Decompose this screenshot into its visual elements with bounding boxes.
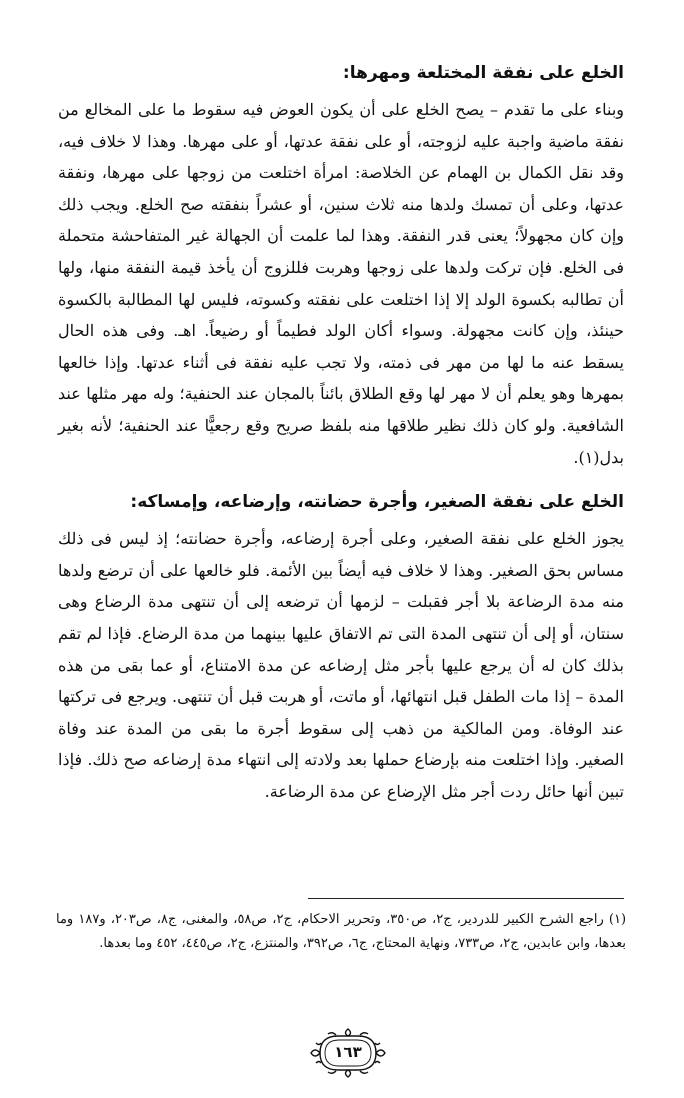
section-paragraph-khul-saghir: يجوز الخلع على نفقة الصغير، وعلى أجرة إرضاعه، وأجرة حضانته؛ إذ ليس فى ذلك مساس بحق الصغير. وهذا لا خلاف فيه أيضاً بين الأئمة. فلو خالعها على أن ترضع ولدها منه مدة الرضاعة بلا أجر فقبلت – لزمها أن ترضعه إلى أن تنتهى مدة الرضاع وهى سنتان، أو إلى أن تنتهى المدة التى تم الاتفاق عليها بينهما من مدة الرضاع. فإذا لم تقم بذلك كان له أن يرجع عليها بأجر مثل إرضاعه عن مدة الامتناع، أو عما بقى من هذه المدة – إذا مات الطفل قبل انتهائها، أو ماتت، أو هربت قبل أن تنتهى. ويرجع فى تركتها عند الوفاة. ومن المالكية من ذهب إلى سقوط أجرة ما بقى من المدة عند وفاة الصغير. وإذا اختلعت منه بإرضاع حملها بعد ولادته إلى انتهاء مدة إرضاعه صح ذلك. فإذا تبين أنها حائل ردت أجر مثل الإرضاع عن مدة الرضاعة. (58, 529, 625, 801)
section-heading-khul-saghir: الخلع على نفقة الصغير، وأجرة حضانته، وإرضاعه، وإمساكه: (130, 492, 624, 513)
section-heading-khul-nafaqa: الخلع على نفقة المختلعة ومهرها: (342, 63, 624, 83)
footnote-divider (308, 898, 624, 899)
page-number-badge (308, 1028, 388, 1078)
page-number: ١٦٣ (334, 1043, 362, 1061)
page-body (58, 60, 624, 807)
footnote-1: (١) راجع الشرح الكبير للدردير، ج٢، ص٣٥٠، وتحرير الاحكام، ج٢، ص٥٨، والمغنى، ج٨، ص٢٠٣، و١٨٧ وما بعدها، وابن عابدين، ج٢، ص٧٣٣، ونهاية المحتاج، ج٦، ص٣٩٢، والمنتزع، ج٢، ص٤٤٥، ٤٥٢ وما بعدها. (56, 912, 627, 951)
section-paragraph-khul-nafaqa: وبناء على ما تقدم – يصح الخلع على أن يكون العوض فيه سقوط ما على المخالع من نفقة ماضية واجبة عليه لزوجته، أو على نفقة عدتها، أو على مهرها. وهذا لا خلاف فيه، وقد نقل الكمال بن الهمام عن الخلاصة: امرأة اختلعت من زوجها على مهرها، ونفقة عدتها، وعلى أن تمسك ولدها منه ثلاث سنين، أو عشراً بنفقته صح الخلع. ويجب ذلك وإن كان مجهولاً؛ يعنى قدر النفقة. وهذا لما علمت أن الجهالة غير المتفاحشة متحملة فى الخلع. فإن تركت ولدها على زوجها وهربت فللزوج أن يأخذ قيمة النفقة منها، ولها أن تطالبه بكسوة الولد إلا إذا اختلعت على نفقته وكسوته، فليس لها المطالبة بالكسوة حينئذ، وإن كانت مجهولة. وسواء أكان الولد فطيماً أو رضيعاً. اهـ. وفى هذه الحال يسقط عنه ما لها من مهر فى ذمته، ولا تجب عليه نفقة فى أثناء عدتها. وإذا خالعها بمهرها وهو يعلم أن لا مهر لها وقع الطلاق بائناً بالمجان عند الحنفية؛ وله مهر مثلها عند الشافعية. ولو كان ذلك نظير طلاقها منه بلفظ صريح وقع رجعيًّا عند الحنفية؛ لأنه بغير بدل(١). (58, 100, 625, 467)
